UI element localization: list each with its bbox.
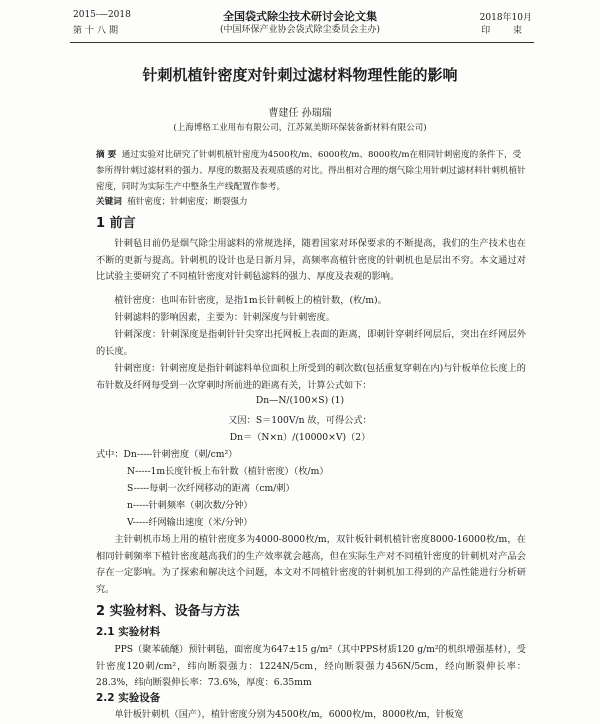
definition-needle-density: 植针密度：也叫布针密度，是指1m长针刺板上的植针数，(枚/m)。 bbox=[114, 295, 387, 306]
variable-item: V-----纤网输出速度（米/分钟） bbox=[127, 517, 253, 528]
variable-item: N-----1m长度针板上布针数（植针密度）（枚/m） bbox=[127, 466, 329, 477]
abstract bbox=[96, 147, 526, 195]
running-header bbox=[0, 8, 600, 42]
section-1-heading: 1 前言 bbox=[96, 216, 136, 231]
formula-1: Dn—N/(100×S) (1) bbox=[255, 395, 345, 406]
discussion-paragraph: 主针刺机市场上用的植针密度多为4000-8000枚/m，双针板针刺机植针密度8000-16000枚/m，在相同针刺频率下植针密度越高我们的生产效率就会越高，但在实际生产对不同植针密度的针刺机对产品会存在一定影响。为了探索和解决这个问题，本文对不同植针密度的针刺机加工得到的产品性能进行分析研究。 bbox=[96, 534, 526, 595]
authors: 曹建任 孙瑞瑞 bbox=[268, 108, 332, 119]
equipment-paragraph: 单针板针刺机（国产），植针密度分别为4500枚/m，6000枚/m，8000枚/m，针板宽 bbox=[114, 709, 464, 720]
keywords-text: 植针密度；针刺密度；断裂强力 bbox=[127, 197, 248, 207]
formula-intro: 又因：S＝100V/n 故，可得公式： bbox=[228, 415, 372, 426]
abstract-label: 摘 要 bbox=[96, 150, 117, 160]
header-organizer: (中国环保产业协会袋式除尘委员会主办) bbox=[219, 25, 381, 35]
header-years: 2015-—2018 bbox=[73, 10, 131, 20]
keywords-label: 关键词 bbox=[96, 197, 122, 207]
intro-paragraph: 针刺毡目前仍是烟气除尘用滤料的常规选择，随着国家对环保要求的不断提高，我们的生产技术也在不断的更新与提高。针刺机的设计也是日新月异，高频率高植针密度的针刺机也是层出不穷。本文通过对比试验主要研究了不同植针密度对针刺毡滤料的强力、厚度及表观的影响。 bbox=[96, 238, 526, 282]
subsection-2-2-heading: 2.2 实验设备 bbox=[96, 692, 161, 704]
definition-factors: 针刺滤料的影响因素，主要为：针刺深度与针刺密度。 bbox=[114, 312, 335, 323]
header-date: 2018年10月 bbox=[479, 13, 532, 23]
formula-2: Dn＝（N×n）/(10000×V)（2） bbox=[229, 432, 371, 443]
paper-title: 针刺机植针密度对针刺过滤材料物理性能的影响 bbox=[142, 66, 458, 84]
header-print: 印 束 bbox=[481, 26, 532, 36]
affiliation: (上海博格工业用布有限公司，江苏氮美斯环保装备新材料有限公司) bbox=[173, 123, 427, 133]
header-rule bbox=[70, 42, 534, 43]
section-2-heading: 2 实验材料、设备与方法 bbox=[96, 604, 240, 619]
definition-punch-density: 针刺密度：针刺密度是指针刺滤料单位面积上所受到的刺次数(包括重复穿刺在内)与针板单位长度上的布针数及纤网每受到一次穿刺时所前进的距离有关，计算公式如下： bbox=[96, 363, 526, 391]
header-proceedings-title: 全国袋式除尘技术研讨会论文集 bbox=[223, 10, 377, 23]
variable-item: n-----针刺频率（刺次数/分钟） bbox=[127, 500, 253, 511]
materials-paragraph: PPS（聚苯硫醚）预针刺毡，面密度为647±15 g/m²（其中PPS材质120 g/m²的机织增强基材），受针密度120刺/cm²，纬向断裂强力：1224N/5cm，经向断裂强力456N/5cm，经向断裂伸长率：28.3%，纬向断裂伸长率：73.6%，厚度：6.35mm bbox=[96, 644, 526, 688]
variables-intro: 式中：Dn-----针刺密度（刺/cm²） bbox=[96, 449, 238, 460]
abstract-text: 通过实验对比研究了针刺机植针密度为4500枚/m、6000枚/m、8000枚/m在相同针刺密度的条件下，受参所得针刺过滤材料的强力、厚度的数据及表观质感的对比。得出相对合理的烟气除尘用针刺过滤材料针刺机植针密度，同时为实际生产中整条生产线配置作参考。 bbox=[96, 150, 526, 192]
subsection-2-1-heading: 2.1 实验材料 bbox=[96, 626, 161, 638]
definition-depth: 针刺深度：针刺深度是指刺针针尖穿出托网板上表面的距离，即刺针穿刺纤网层后，突出在纤网层外的长度。 bbox=[96, 329, 526, 357]
variable-item: S-----每刺一次纤网移动的距离（cm/刺） bbox=[127, 483, 295, 494]
header-issue: 第十八期 bbox=[73, 26, 122, 36]
keywords bbox=[96, 195, 248, 207]
